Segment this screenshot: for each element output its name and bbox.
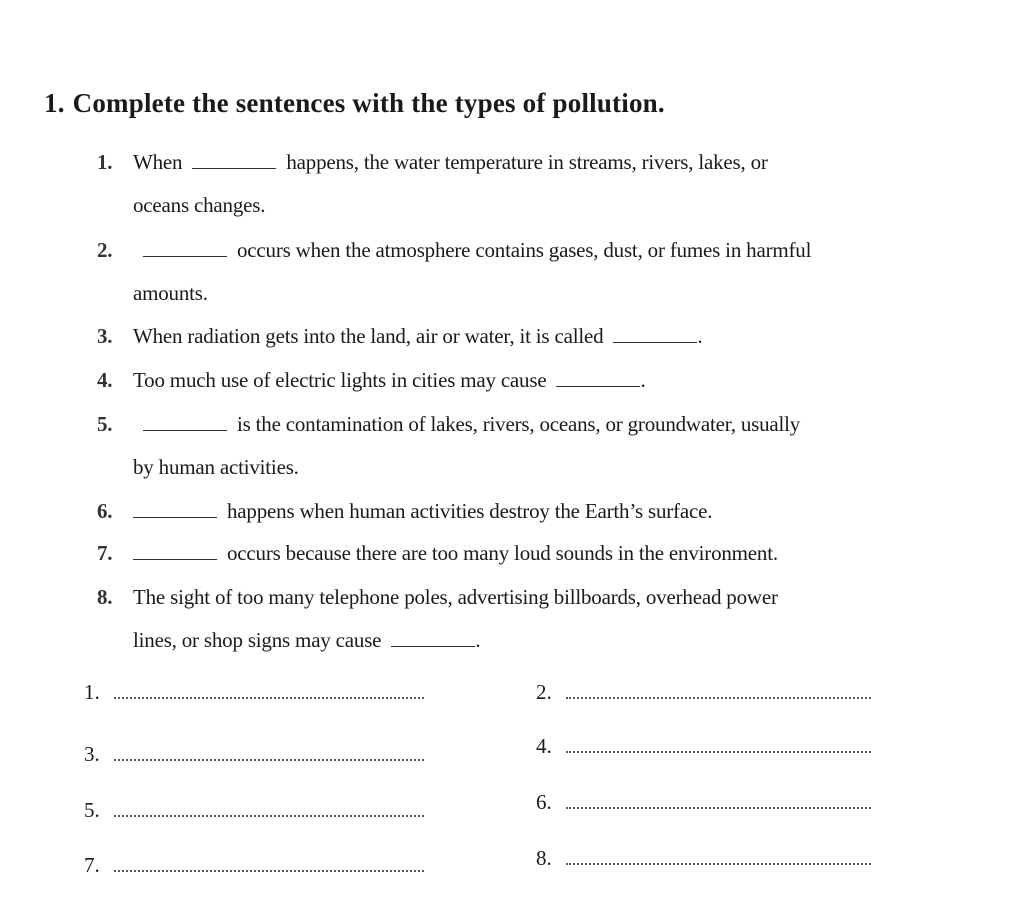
item-number: 5. bbox=[97, 412, 113, 436]
item-text-cont: oceans changes. bbox=[133, 193, 266, 217]
blank bbox=[133, 503, 217, 518]
item-number: 1. bbox=[97, 150, 113, 174]
item-number: 7. bbox=[97, 541, 113, 565]
sentence-item-3: 3. When radiation gets into the land, air or water, it is called . bbox=[97, 315, 977, 358]
item-text: is the contamination of lakes, rivers, oceans, or groundwater, usually bbox=[237, 412, 801, 436]
sentence-item-7 bbox=[97, 532, 977, 575]
item-text-cont: by human activities. bbox=[133, 455, 299, 479]
answer-line-3[interactable]: 3. bbox=[84, 742, 424, 767]
item-number: 3. bbox=[97, 324, 113, 348]
item-text: When radiation gets into the land, air or water, it is called bbox=[133, 324, 604, 348]
exercise-title: Complete the sentences with the types of pollution. bbox=[72, 88, 665, 118]
blank bbox=[143, 242, 227, 257]
sentence-item-2 bbox=[97, 229, 977, 315]
item-text: The sight of too many telephone poles, advertising billboards, overhead power bbox=[133, 585, 778, 609]
answer-line-2[interactable]: 2. bbox=[536, 680, 871, 705]
blank bbox=[391, 632, 475, 647]
answer-line-7[interactable]: 7. bbox=[84, 853, 424, 878]
answer-line-8[interactable]: 8. bbox=[536, 846, 871, 871]
item-number: 6. bbox=[97, 499, 113, 523]
item-number: 2. bbox=[97, 238, 113, 262]
answer-line-1[interactable]: 1. bbox=[84, 680, 424, 705]
sentence-item-4: 4. Too much use of electric lights in cities may cause . bbox=[97, 359, 977, 402]
item-number: 4. bbox=[97, 368, 113, 392]
item-text: occurs when the atmosphere contains gases, dust, or fumes in harmful bbox=[237, 238, 812, 262]
item-text: happens, the water temperature in streams, rivers, lakes, or bbox=[286, 150, 768, 174]
answer-line-4[interactable]: 4. bbox=[536, 734, 871, 759]
sentence-item-8: 8. The sight of too many telephone poles, advertising billboards, overhead power lines, or shop signs may cause . bbox=[97, 576, 977, 662]
item-text: When bbox=[133, 150, 183, 174]
item-number: 8. bbox=[97, 585, 113, 609]
sentence-item-6 bbox=[97, 490, 977, 533]
answer-line-6[interactable]: 6. bbox=[536, 790, 871, 815]
item-text: happens when human activities destroy the Earth’s surface. bbox=[227, 499, 713, 523]
exercise-number: 1. bbox=[44, 88, 65, 118]
sentence-item-5 bbox=[97, 403, 977, 489]
item-text-cont: amounts. bbox=[133, 281, 208, 305]
blank bbox=[143, 416, 227, 431]
blank bbox=[556, 372, 640, 387]
sentence-item-1 bbox=[97, 141, 977, 227]
exercise-heading bbox=[44, 88, 665, 119]
item-text-cont: lines, or shop signs may cause bbox=[133, 628, 382, 652]
item-text: occurs because there are too many loud sounds in the environment. bbox=[227, 541, 778, 565]
item-text: Too much use of electric lights in cities may cause bbox=[133, 368, 547, 392]
blank bbox=[613, 328, 697, 343]
blank bbox=[192, 154, 276, 169]
answer-line-5[interactable]: 5. bbox=[84, 798, 424, 823]
blank bbox=[133, 545, 217, 560]
